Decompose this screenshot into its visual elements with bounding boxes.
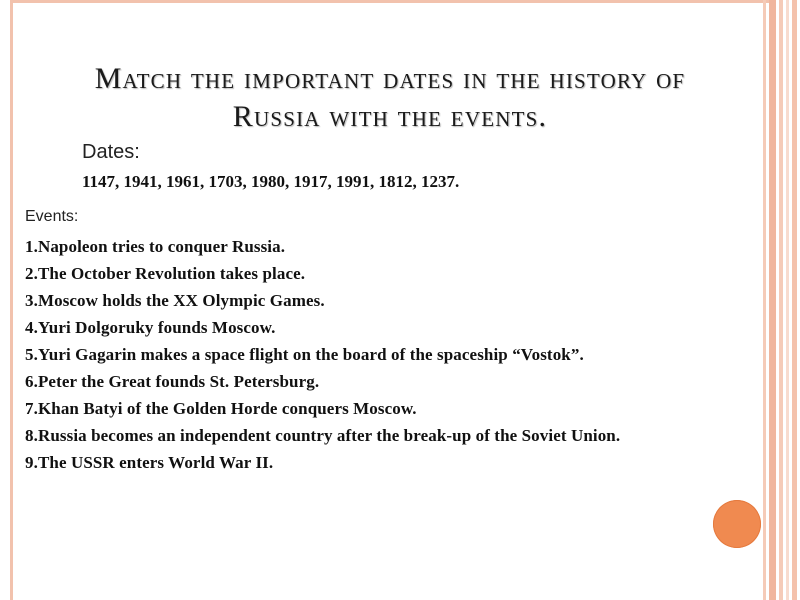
title-line-2: Russia with the events. <box>232 100 548 134</box>
slide-border-left <box>10 0 13 600</box>
decorative-stripe <box>792 0 797 600</box>
slide-title <box>20 60 760 136</box>
slide-border-top <box>10 0 770 3</box>
event-item: 1.Napoleon tries to conquer Russia. <box>25 237 286 256</box>
event-item: 3.Moscow holds the XX Olympic Games. <box>25 291 325 310</box>
event-item: 4.Yuri Dolgoruky founds Moscow. <box>25 318 276 337</box>
decorative-stripe <box>779 0 783 600</box>
title-line-1: Match the important dates in the history of <box>94 62 686 96</box>
decorative-stripe <box>769 0 776 600</box>
events-list <box>25 233 620 476</box>
event-item: 8.Russia becomes an independent country after the break-up of the Soviet Union. <box>25 426 621 445</box>
event-item: 2.The October Revolution takes place. <box>25 264 306 283</box>
events-label: Events: <box>25 208 79 225</box>
decorative-stripe <box>786 0 789 600</box>
dates-list: 1147, 1941, 1961, 1703, 1980, 1917, 1991, 1812, 1237. <box>82 172 460 191</box>
decorative-stripe <box>763 0 766 600</box>
event-item: 5.Yuri Gagarin makes a space flight on the board of the spaceship “Vostok”. <box>25 345 584 364</box>
dates-label: Dates: <box>82 141 140 163</box>
event-item: 6.Peter the Great founds St. Petersburg. <box>25 372 320 391</box>
event-item: 9.The USSR enters World War II. <box>25 453 274 472</box>
decorative-circle <box>713 500 761 548</box>
event-item: 7.Khan Batyi of the Golden Horde conquers Moscow. <box>25 399 417 418</box>
